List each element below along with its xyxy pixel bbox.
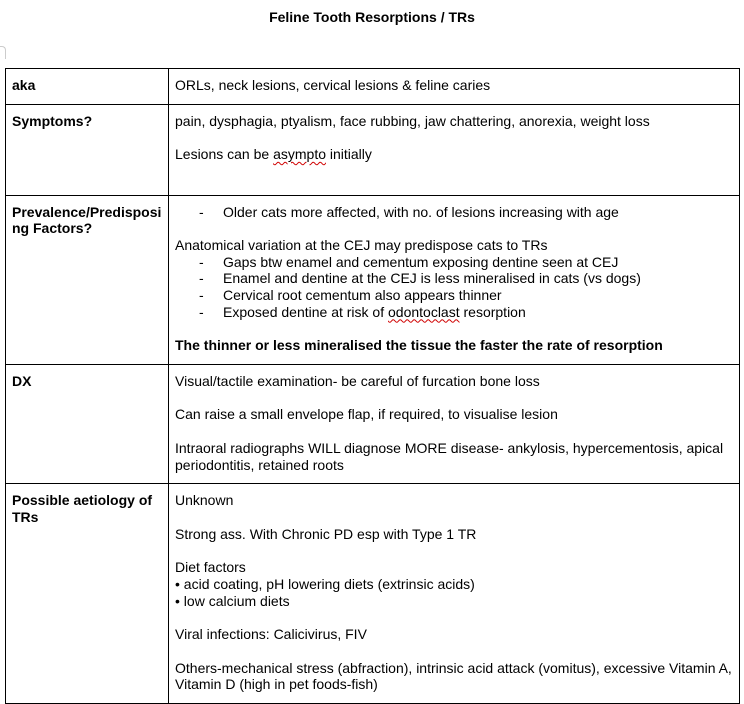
row-content-prevalence — [169, 195, 740, 364]
document-title: Feline Tooth Resorptions / TRs — [269, 9, 475, 25]
list-item: - Gaps btw enamel and cementum exposing dentine seen at CEJ — [199, 253, 619, 270]
table-row-aetiology — [6, 484, 740, 704]
row-label-prevalence: Prevalence/Predisposing Factors? — [6, 195, 169, 364]
aetiology-line: Others-mechanical stress (abfraction), intrinsic acid attack (vomitus), excessive Vitamin A, Vitamin D (high in pet foods-fish) — [175, 659, 732, 693]
row-label-aka: aka — [6, 69, 169, 105]
aka-text: ORLs, neck lesions, cervical lesions & feline caries — [175, 77, 491, 93]
aetiology-line: Viral infections: Calicivirus, FIV — [175, 626, 367, 643]
aetiology-line: Strong ass. With Chronic PD esp with Type 1 TR — [175, 525, 477, 542]
list-item: - Older cats more affected, with no. of lesions increasing with age — [199, 203, 619, 220]
table-row-prevalence — [6, 195, 740, 364]
row-content-aka — [169, 69, 740, 105]
margin-marker — [0, 46, 6, 59]
list-item: - Enamel and dentine at the CEJ is less mineralised in cats (vs dogs) — [199, 270, 641, 287]
dx-line: Visual/tactile examination- be careful of furcation bone loss — [175, 372, 540, 389]
list-item: - Exposed dentine at risk of odontoclast resorption — [199, 303, 526, 320]
dash-bullet: - — [199, 203, 204, 220]
dx-line: Can raise a small envelope flap, if required, to visualise lesion — [175, 406, 558, 423]
dash-bullet: - — [199, 303, 204, 320]
symptoms-note-start: Lesions can be — [175, 146, 274, 163]
symptoms-note-end: initially — [326, 146, 372, 163]
aetiology-line: Unknown — [175, 492, 234, 509]
row-content-symptoms — [169, 104, 740, 195]
prevalence-intro: Anatomical variation at the CEJ may predispose cats to TRs — [175, 237, 548, 254]
table-row-dx — [6, 364, 740, 483]
spellcheck-flagged-word: odontoclast — [388, 303, 460, 320]
row-content-dx — [169, 364, 740, 483]
prevalence-factor-list — [175, 254, 733, 320]
prevalence-conclusion: The thinner or less mineralised the tissue the faster the rate of resorption — [175, 337, 663, 354]
diet-heading: Diet factors — [175, 559, 246, 576]
row-label-symptoms: Symptoms? — [6, 104, 169, 195]
dash-bullet: - — [199, 253, 204, 270]
dx-line: Intraoral radiographs WILL diagnose MORE disease- ankylosis, hypercementosis, apical periodontitis, retained roots — [175, 439, 724, 473]
diet-item: • acid coating, pH lowering diets (extrinsic acids) — [175, 575, 475, 592]
row-label-dx: DX — [6, 364, 169, 483]
spellcheck-flagged-word: asympto — [273, 146, 326, 163]
dash-bullet: - — [199, 286, 204, 303]
notes-table — [5, 68, 740, 704]
dash-bullet: - — [199, 270, 204, 287]
list-item: - Cervical root cementum also appears thinner — [199, 286, 502, 303]
diet-item: • low calcium diets — [175, 592, 290, 609]
table-row-symptoms — [6, 104, 740, 195]
row-label-aetiology: Possible aetiology of TRs — [6, 484, 169, 704]
row-content-aetiology — [169, 484, 740, 704]
prevalence-top-list — [175, 204, 733, 221]
table-row-aka — [6, 69, 740, 105]
symptoms-note — [175, 146, 733, 163]
symptoms-list: pain, dysphagia, ptyalism, face rubbing, jaw chattering, anorexia, weight loss — [175, 112, 650, 129]
